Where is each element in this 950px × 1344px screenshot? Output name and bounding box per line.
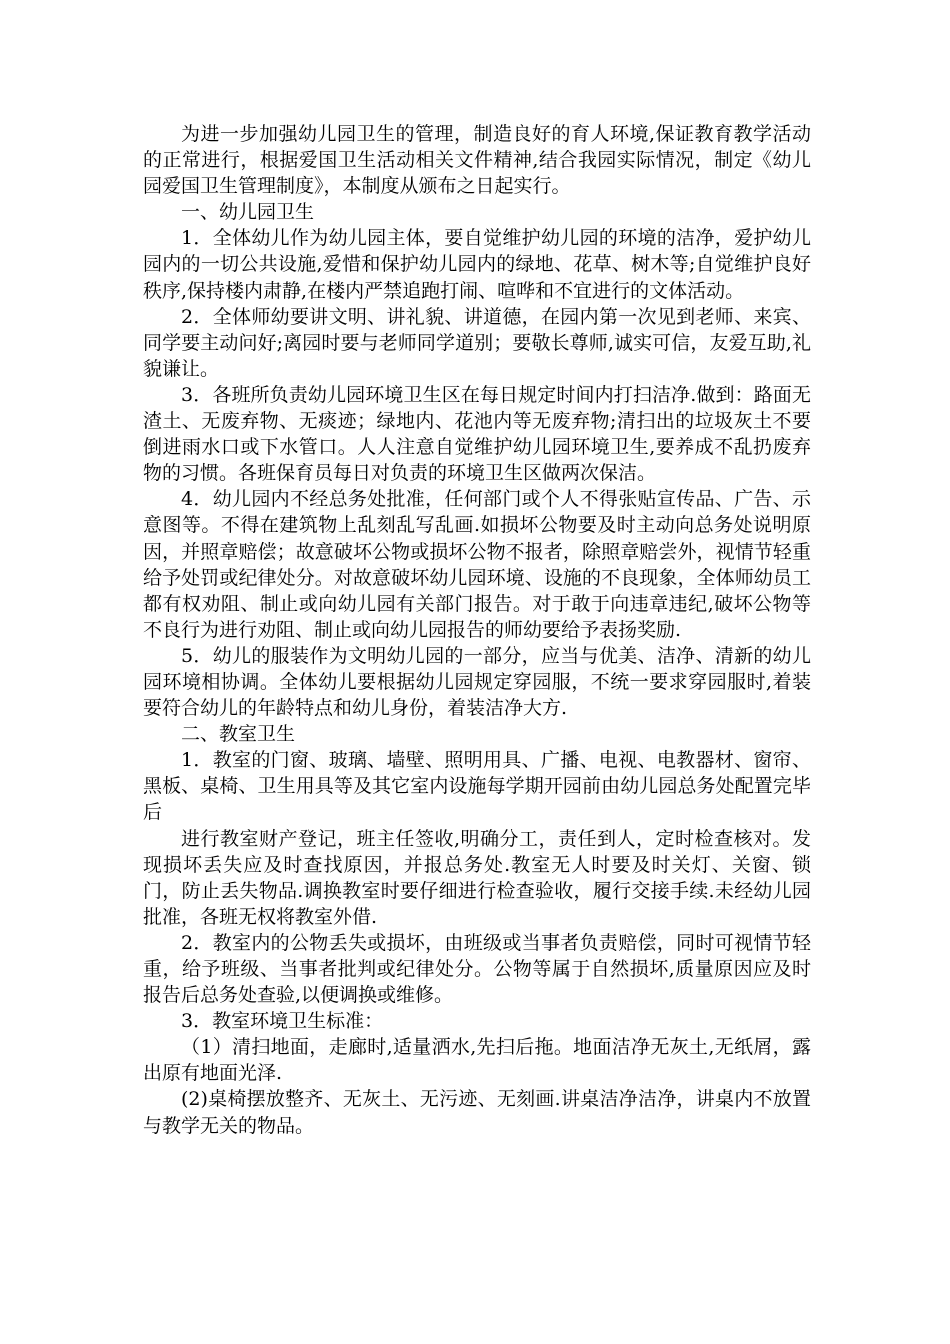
rule-paragraph: 1．教室的门窗、玻璃、墙壁、照明用具、广播、电视、电教器材、窗帘、黑板、桌椅、卫生用具等及其它室内设施每学期开园前由幼儿园总务处配置完毕后 <box>143 749 811 824</box>
section-heading-kindergarten-hygiene: 一、幼儿园卫生 <box>181 201 315 224</box>
standard-item-paragraph: （1）清扫地面，走廊时,适量洒水,先扫后拖。地面洁净无灰土,无纸屑，露出原有地面光泽. <box>143 1036 811 1085</box>
rule-paragraph: 3．各班所负责幼儿园环境卫生区在每日规定时间内打扫洁净.做到：路面无渣土、无废弃物、无痰迹；绿地内、花池内等无废弃物;清扫出的垃圾灰土不要倒进雨水口或下水管口。人人注意自觉维护幼儿园环境卫生,要养成不乱扔废弃物的习惯。各班保育员每日对负责的环境卫生区做两次保洁。 <box>143 383 811 485</box>
rule-paragraph: 5．幼儿的服装作为文明幼儿园的一部分，应当与优美、洁净、清新的幼儿园环境相协调。全体幼儿要根据幼儿园规定穿园服，不统一要求穿园服时,着装要符合幼儿的年龄特点和幼儿身份，着装洁净大方. <box>143 644 811 720</box>
document-body <box>143 121 811 1139</box>
standard-item-paragraph: (2)桌椅摆放整齐、无灰土、无污迹、无刻画.讲桌洁净洁净，讲桌内不放置与教学无关的物品。 <box>143 1088 811 1137</box>
rule-paragraph: 进行教室财产登记，班主任签收,明确分工，责任到人，定时检查核对。发现损坏丢失应及时查找原因，并报总务处.教室无人时要及时关灯、关窗、锁门，防止丢失物品.调换教室时要仔细进行检查验收，履行交接手续.未经幼儿园批准，各班无权将教室外借. <box>143 827 811 928</box>
section-heading-classroom-hygiene: 二、教室卫生 <box>181 723 296 746</box>
rule-paragraph: 2．教室内的公物丢失或损坏，由班级或当事者负责赔偿，同时可视情节轻重，给予班级、当事者批判或纪律处分。公物等属于自然损坏,质量原因应及时报告后总务处查验,以便调换或维修。 <box>143 931 811 1007</box>
intro-paragraph: 为进一步加强幼儿园卫生的管理，制造良好的育人环境,保证教育教学活动的正常进行，根据爱国卫生活动相关文件精神,结合我园实际情况，制定《幼儿园爱国卫生管理制度》，本制度从颁布之日起实行。 <box>143 123 811 198</box>
rule-paragraph: 2．全体师幼要讲文明、讲礼貌、讲道德，在园内第一次见到老师、来宾、同学要主动问好;离园时要与老师同学道别；要敬长尊师,诚实可信，友爱互助,礼貌谦让。 <box>143 305 811 380</box>
rule-paragraph: 1．全体幼儿作为幼儿园主体，要自觉维护幼儿园的环境的洁净，爱护幼儿园内的一切公共设施,爱惜和保护幼儿园内的绿地、花草、树木等;自觉维护良好秩序,保持楼内肃静,在楼内严禁追跑打闹、喧哗和不宜进行的文体活动。 <box>143 227 811 302</box>
rule-paragraph: 4．幼儿园内不经总务处批准，任何部门或个人不得张贴宣传品、广告、示意图等。不得在建筑物上乱刻乱写乱画.如损坏公物要及时主动向总务处说明原因，并照章赔偿；故意破坏公物或损坏公物不报者，除照章赔尝外，视情节轻重给予处罚或纪律处分。对故意破坏幼儿园环境、设施的不良现象，全体师幼员工都有权劝阻、制止或向幼儿园有关部门报告。对于敢于向违章违纪,破坏公物等不良行为进行劝阻、制止或向幼儿园报告的师幼要给予表扬奖励. <box>143 488 811 641</box>
rule-paragraph: 3．教室环境卫生标准： <box>181 1010 384 1033</box>
